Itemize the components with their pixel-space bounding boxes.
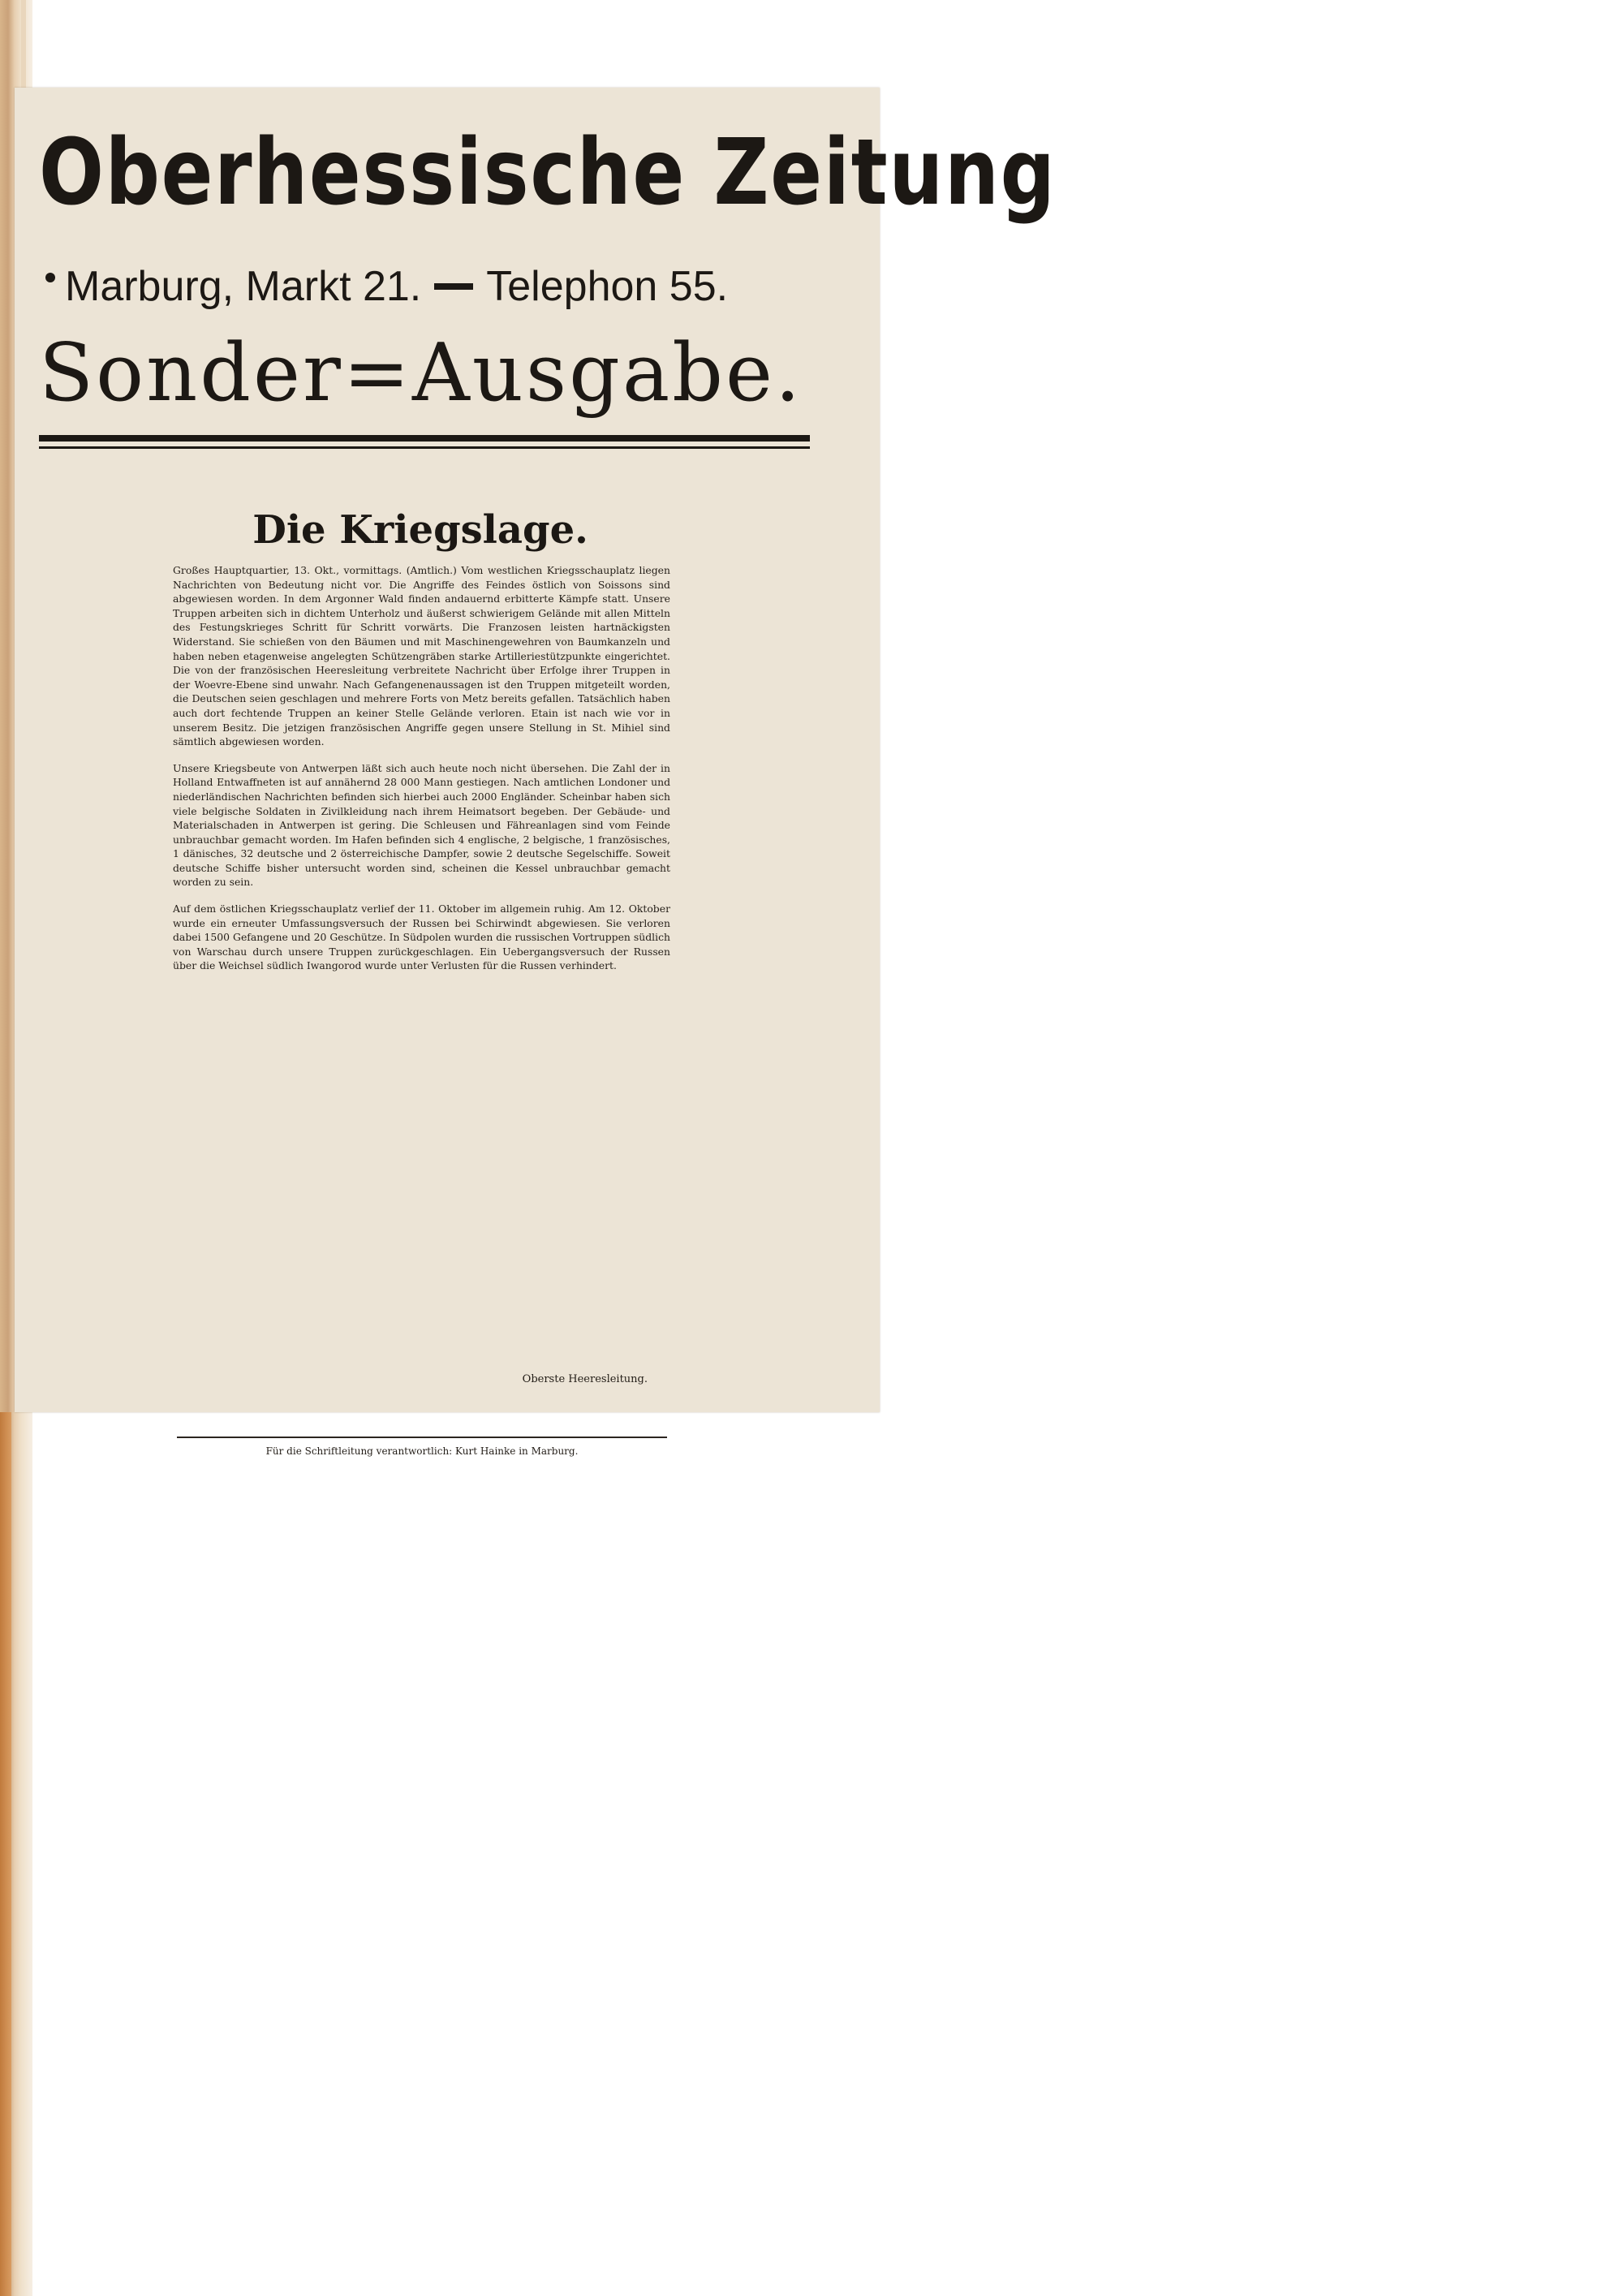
newspaper-sheet xyxy=(15,88,1057,1457)
header-rule-thin xyxy=(39,446,810,449)
footer-rule xyxy=(177,1437,667,1438)
article-body xyxy=(173,563,670,973)
telephone: Telephon 55. xyxy=(486,263,729,310)
address-line xyxy=(45,262,808,311)
bullet-icon xyxy=(45,273,55,282)
article-heading: Die Kriegslage. xyxy=(252,507,588,553)
header-rule-thick xyxy=(39,435,810,442)
article-paragraph: Auf dem östlichen Kriegsschauplatz verlief der 11. Oktober im allgemein ruhig. Am 12. Oktober wurde ein erneuter Umfassungsversuch der Russen bei Schirwindt abgewiesen. Sie verloren dabei 1500 Gefangene und 20 Geschütze. In Südpolen wurden die russischen Vortruppen südlich von Warschau durch unsere Truppen zurückgeschlagen. Ein Uebergangsversuch der Russen über die Weichsel südlich Iwangorod wurde unter Verlusten für die Russen verhindert. xyxy=(173,902,670,972)
article-paragraph: Großes Hauptquartier, 13. Okt., vormittags. (Amtlich.) Vom westlichen Kriegsschauplatz liegen Nachrichten von Bedeutung nicht vor. Die Angriffe des Feindes östlich von Soissons sind abgewiesen worden. In dem Argonner Wald finden andauernd erbitterte Kämpfe statt. Unsere Truppen arbeiten sich in dichtem Unterholz und äußerst schwierigem Gelände mit allen Mitteln des Festungskrieges Schritt für Schritt vorwärts. Die Franzosen leisten hartnäckigsten Widerstand. Sie schießen von den Bäumen und mit Maschinengewehren von Baumkanzeln und haben neben etagenweise angelegten Schützengräben starke Artilleriestützpunkte eingerichtet. Die von der französischen Heeresleitung verbreitete Nachricht über Erfolge ihrer Truppen in der Woevre-Ebene sind unwahr. Nach Gefangenenaussagen ist den Truppen mitgeteilt worden, die Deutschen seien geschlagen und mehrere Forts von Metz bereits gefallen. Tatsächlich haben auch dort fechtende Truppen an keiner Stelle Gelände verloren. Etain ist nach wie vor in unserem Besitz. Die jetzigen französischen Angriffe gegen unsere Stellung in St. Mihiel sind sämtlich abgewiesen worden. xyxy=(173,564,670,748)
article-signature: Oberste Heeresleitung. xyxy=(522,1373,648,1385)
footer-responsible: Für die Schriftleitung verantwortlich: Kurt Hainke in Marburg. xyxy=(265,1445,579,1457)
article-paragraph: Unsere Kriegsbeute von Antwerpen läßt sich auch heute noch nicht übersehen. Die Zahl der in Holland Entwaffneten ist auf annähernd 28 000 Mann gestiegen. Nach amtlichen Londoner und niederländischen Nachrichten befinden sich hierbei auch 2000 Engländer. Scheinbar haben sich viele belgische Soldaten in Zivilkleidung nach ihrem Heimatsort begeben. Der Gebäude- und Materialschaden in Antwerpen ist gering. Die Schleusen und Fähreanlagen sind vom Feinde unbrauchbar gemacht worden. Im Hafen befinden sich 4 englische, 2 belgische, 1 französisches, 1 dänisches, 32 deutsche und 2 österreichische Dampfer, sowie 2 deutsche Segelschiffe. Soweit deutsche Schiffe bisher untersucht worden sind, scheinen die Kessel unbrauchbar gemacht worden zu sein. xyxy=(173,761,670,889)
address: Marburg, Markt 21. xyxy=(65,263,422,310)
masthead: Oberhessische Zeitung xyxy=(39,120,1057,226)
dash-icon xyxy=(434,283,473,290)
book-binding xyxy=(0,1412,11,2296)
special-edition-title: Sonder=Ausgabe. xyxy=(39,327,803,420)
